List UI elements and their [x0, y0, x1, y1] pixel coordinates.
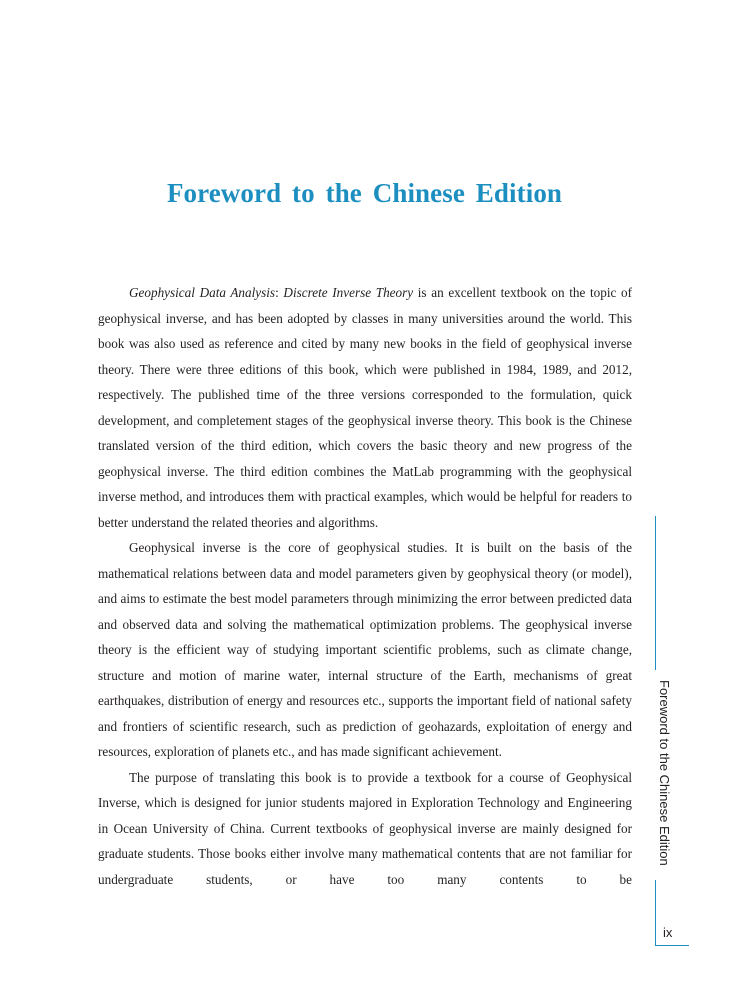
running-header: Foreword to the Chinese Edition: [657, 680, 672, 866]
paragraph-3: The purpose of translating this book is to provide a textbook for a course of Geophysical Inverse, which is designed for junior students majored in Exploration Technology and Engineering in Ocean University of China. Current textbooks of geophysical inverse are mainly designed for graduate students. Those books either involve many mathematical contents that are not familiar for undergraduate students, or have too many contents to be: [98, 769, 632, 887]
side-rule-top: [655, 516, 656, 670]
page-title: Foreword to the Chinese Edition: [166, 178, 563, 208]
book-subtitle: Discrete Inverse Theory: [283, 285, 414, 300]
book-title: Geophysical Data Analysis: [129, 285, 276, 300]
foreword-body: [98, 280, 632, 892]
paragraph-1: [98, 280, 632, 535]
side-rule-bottom: [655, 880, 656, 946]
paragraph-1-text: is an excellent textbook on the topic of geophysical inverse, and has been adopted by classes in many universities around the world. This book was also used as reference and cited by many new books in the field of geophysical inverse theory. There were three editions of this book, which were published in 1984, 1989, and 2012, respectively. The published time of the three versions corresponded to the formulation, quick development, and completement stages of the geophysical inverse theory. This book is the Chinese translated version of the third edition, which covers the basic theory and new progress of the geophysical inverse. The third edition combines the MatLab programming with the geophysical inverse method, and introduces them with practical examples, which would be helpful for readers to better understand the related theories and algorithms.: [98, 285, 633, 530]
side-rule-foot: [655, 945, 689, 946]
title-separator: :: [275, 285, 279, 300]
page-number: ix: [663, 925, 673, 940]
paragraph-2: Geophysical inverse is the core of geophysical studies. It is built on the basis of the mathematical relations between data and model parameters given by geophysical theory (or model), and aims to estimate the best model parameters through minimizing the error between predicted data and observed data and solving the mathematical optimization problems. The geophysical inverse theory is the efficient way of studying important scientific problems, such as climate change, structure and motion of marine water, internal structure of the Earth, mechanisms of great earthquakes, distribution of energy and resources etc., supports the important field of national safety and frontiers of scientific research, such as prediction of geohazards, exploitation of energy and resources, exploration of planets etc., and has made significant achievement.: [98, 540, 632, 759]
